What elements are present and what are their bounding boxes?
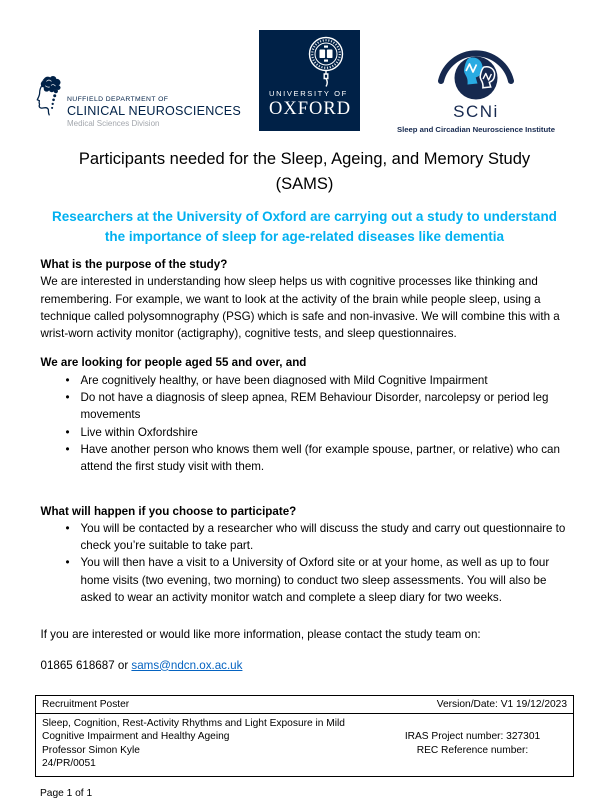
participation-bullet-list [41, 520, 569, 606]
section-participation-heading: What will happen if you choose to participate? [40, 504, 297, 518]
contact-intro: If you are interested or would like more information, please contact the study team on: [40, 628, 481, 642]
eligibility-bullet: • Live within Oxfordshire [81, 424, 569, 441]
project-numbers-cell [378, 717, 567, 771]
page-subtitle-line2: the importance of sleep for age-related diseases like dementia [104, 229, 505, 244]
table-row [36, 696, 573, 714]
participation-bullet: • You will be contacted by a researcher who will discuss the study and carry out questionnaire to check you’re suitable to take part. [81, 520, 569, 555]
contact-connector: or [114, 658, 132, 672]
oxford-crest-icon [305, 35, 347, 87]
page-title-line2: (SAMS) [275, 175, 334, 193]
page-subtitle-line1: Researchers at the University of Oxford are carrying out a study to understand [52, 209, 557, 224]
logo-header [0, 0, 609, 134]
oxford-logo-text [269, 89, 351, 120]
poster-footer [0, 695, 609, 799]
contact-line [41, 657, 569, 674]
scni-acronym: SCNi [453, 102, 499, 121]
page-number: Page 1 of 1 [40, 787, 93, 799]
section-purpose-heading: What is the purpose of the study? [40, 258, 228, 271]
section-purpose-body: We are interested in understanding how sleep helps us with cognitive processes like thinking and remembering. For example, we want to look at the activity of the brain while people sleep, using a technique called polysomnography (PSG) which is safe and non-invasive. We will combine this with a wrist-worn activity monitor (actigraphy), cognitive tests, and sleep questionnaires. [40, 275, 560, 341]
ndcn-line2: CLINICAL NEUROSCIENCES [67, 104, 241, 118]
rec-number: REC Reference number: [416, 744, 529, 756]
contact-phone: 01865 618687 [40, 658, 115, 672]
scni-logo [378, 37, 574, 134]
table-row [36, 714, 573, 776]
version-date-cell: Version/Date: V1 19/12/2023 [436, 698, 567, 710]
iras-number: IRAS Project number: 327301 [404, 731, 541, 743]
ndcn-logo-text [67, 96, 241, 128]
page-title-line1: Participants needed for the Sleep, Ageing, and Memory Study [78, 150, 531, 168]
ndcn-logo [35, 57, 241, 131]
oxford-line1: UNIVERSITY OF [269, 89, 348, 98]
study-reference: 24/PR/0051 [42, 758, 96, 770]
study-title: Sleep, Cognition, Rest-Activity Rhythms and Light Exposure in Mild Cognitive Impairment and Healthy Ageing [42, 717, 345, 743]
scni-tagline: Sleep and Circadian Neuroscience Institute [396, 125, 556, 134]
ndcn-line3: Medical Sciences Division [67, 119, 160, 128]
document-info-table [35, 695, 574, 777]
section-eligibility-heading: We are looking for people aged 55 and over, and [40, 356, 307, 370]
contact-email-link[interactable]: sams@ndcn.ox.ac.uk [131, 658, 243, 672]
eligibility-bullet-list [41, 372, 569, 476]
poster-body [41, 256, 569, 674]
eligibility-bullet: • Have another person who knows them well (for example spouse, partner, or relative) who can attend the first study visit with them. [81, 441, 569, 476]
eligibility-bullet: • Are cognitively healthy, or have been diagnosed with Mild Cognitive Impairment [81, 372, 569, 389]
page-title [0, 147, 609, 197]
ndcn-line1: NUFFIELD DEPARTMENT OF [67, 96, 169, 103]
study-details-cell [42, 717, 378, 771]
brain-head-icon [35, 57, 64, 131]
participation-bullet: • You will then have a visit to a University of Oxford site or at your home, as well as up to four home visits (two evening, two morning) to conduct two sleep assessments. You will also be asked to wear an activity monitor watch and complete a sleep diary for two weeks. [81, 554, 569, 606]
page-subtitle [0, 207, 609, 247]
study-investigator: Professor Simon Kyle [42, 744, 140, 756]
eligibility-bullet: • Do not have a diagnosis of sleep apnea, REM Behaviour Disorder, narcolepsy or period leg movements [81, 389, 569, 424]
scni-heads-icon [432, 37, 520, 101]
doc-type-cell: Recruitment Poster [42, 698, 130, 710]
oxford-logo [259, 30, 360, 131]
oxford-line2: OXFORD [269, 99, 352, 119]
